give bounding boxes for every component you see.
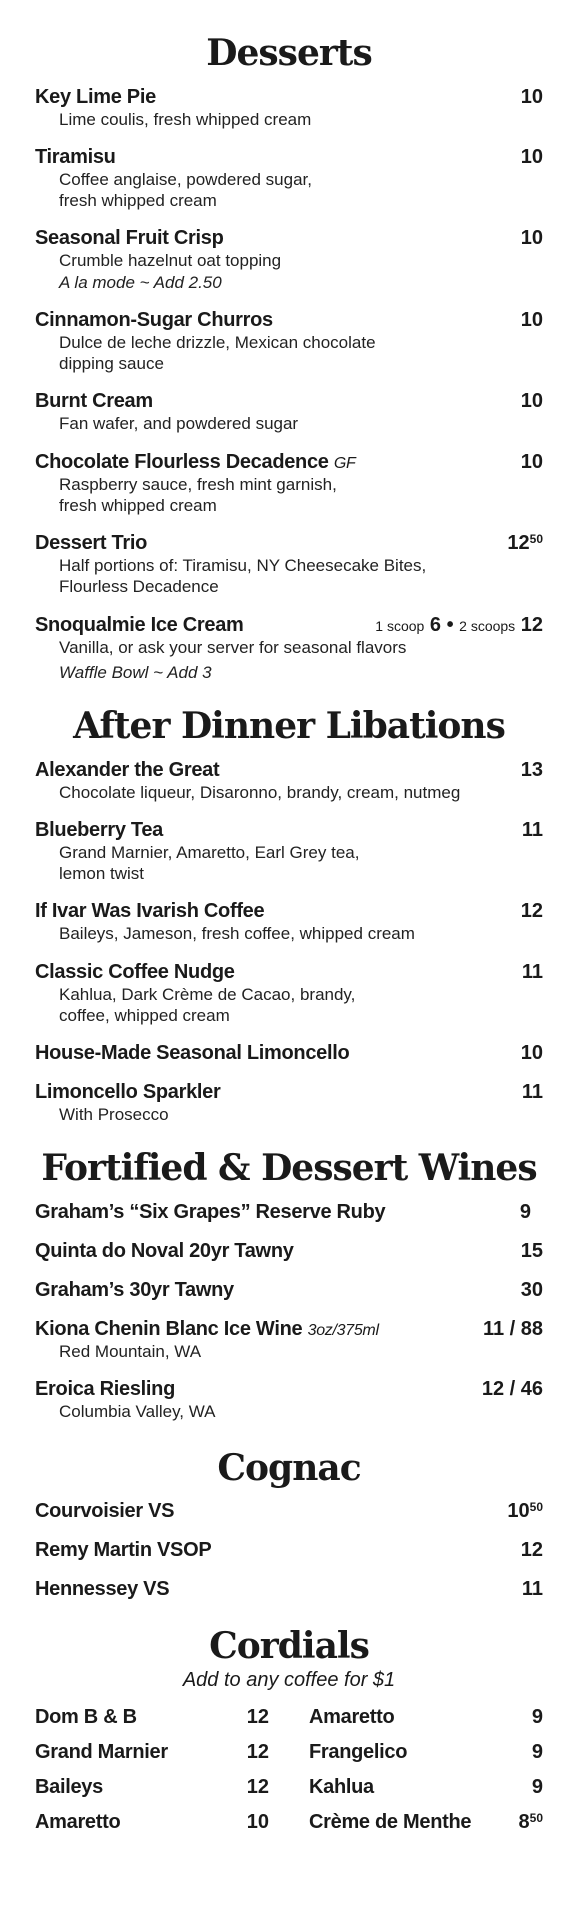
item-price: 12 / 46 bbox=[481, 1378, 543, 1401]
item-desc: coffee, whipped cream bbox=[59, 1005, 230, 1025]
cordial-item: Grand Marnier 12 bbox=[35, 1740, 269, 1763]
menu-item bbox=[35, 86, 543, 130]
item-price: 13 bbox=[520, 758, 543, 781]
menu-item bbox=[35, 1240, 543, 1263]
item-note: 3oz/375ml bbox=[307, 1322, 379, 1340]
item-addon: Waffle Bowl ~ Add 3 bbox=[59, 662, 212, 682]
menu-item bbox=[35, 1378, 543, 1422]
cordial-item: Crème de Menthe $8^{50}$ bbox=[309, 1810, 543, 1833]
item-desc: Dulce de leche drizzle, Mexican chocolate bbox=[59, 332, 376, 352]
item-price: 10 bbox=[520, 308, 543, 331]
menu-item bbox=[35, 1279, 543, 1302]
section-title-desserts: Desserts bbox=[206, 32, 372, 74]
section-subtitle-cordials: Add to any coffee for $1 bbox=[182, 1668, 396, 1691]
item-name: Snoqualmie Ice Cream bbox=[35, 613, 244, 636]
item-name: House-Made Seasonal Limoncello bbox=[35, 1042, 350, 1065]
item-desc: Half portions of: Tiramisu, NY Cheesecake Bites, bbox=[59, 556, 427, 576]
item-desc: Crumble hazelnut oat topping bbox=[59, 251, 282, 271]
menu-item bbox=[35, 900, 543, 944]
item-name: Blueberry Tea bbox=[35, 818, 164, 841]
item-desc: dipping sauce bbox=[59, 354, 164, 374]
item-name: Alexander the Great bbox=[35, 758, 220, 781]
item-name: Graham’s “Six Grapes” Reserve Ruby bbox=[35, 1201, 386, 1224]
cordial-item: Amaretto 9 bbox=[309, 1705, 543, 1728]
item-price: 11 bbox=[521, 960, 543, 983]
item-name: Courvoisier VS bbox=[35, 1500, 175, 1523]
menu-item bbox=[35, 614, 543, 684]
item-name: Key Lime Pie bbox=[35, 85, 156, 108]
item-price: $12^{50}$ bbox=[507, 532, 543, 555]
item-name: Quinta do Noval 20yr Tawny bbox=[35, 1240, 294, 1263]
item-name: Limoncello Sparkler bbox=[35, 1081, 221, 1104]
item-desc: Baileys, Jameson, fresh coffee, whipped cream bbox=[59, 924, 415, 944]
item-name: Cinnamon-Sugar Churros bbox=[35, 308, 273, 331]
item-name: Seasonal Fruit Crisp bbox=[35, 227, 224, 250]
item-name: Classic Coffee Nudge bbox=[35, 960, 235, 983]
item-name: Chocolate Flourless Decadence GF bbox=[35, 450, 356, 473]
item-price: 15 bbox=[520, 1240, 543, 1263]
cordial-item: Kahlua 9 bbox=[309, 1775, 543, 1798]
menu-item bbox=[35, 146, 543, 212]
menu-item bbox=[35, 227, 543, 293]
item-desc: fresh whipped cream bbox=[59, 495, 217, 515]
section-title-cordials: Cordials bbox=[209, 1625, 369, 1668]
item-name: Burnt Cream bbox=[35, 390, 153, 413]
cordials-grid bbox=[35, 1706, 543, 1834]
cordial-item: Baileys 12 bbox=[35, 1775, 269, 1798]
item-desc: Chocolate liqueur, Disaronno, brandy, cream, nutmeg bbox=[59, 782, 461, 802]
item-name: Hennessey VS bbox=[35, 1578, 170, 1601]
item-note: GF bbox=[333, 454, 356, 472]
item-desc: Flourless Decadence bbox=[59, 577, 219, 597]
menu-item bbox=[35, 451, 543, 517]
menu-item bbox=[35, 309, 543, 375]
item-name: Graham’s 30yr Tawny bbox=[35, 1279, 234, 1302]
menu-item bbox=[35, 1042, 543, 1065]
item-name: If Ivar Was Ivarish Coffee bbox=[35, 900, 265, 923]
item-desc: Red Mountain, WA bbox=[59, 1342, 202, 1362]
item-name: Tiramisu bbox=[35, 145, 116, 168]
item-price: 12 bbox=[520, 900, 543, 923]
item-addon: A la mode ~ Add 2.50 bbox=[59, 272, 222, 292]
item-name: Dessert Trio bbox=[35, 532, 148, 555]
menu-item bbox=[35, 759, 543, 803]
item-desc: Coffee anglaise, powdered sugar, bbox=[59, 169, 312, 189]
item-desc: Columbia Valley, WA bbox=[59, 1402, 216, 1422]
item-name: Kiona Chenin Blanc Ice Wine 3oz/375ml bbox=[35, 1318, 379, 1341]
menu-item bbox=[35, 1201, 543, 1224]
cordial-item: Frangelico 9 bbox=[309, 1740, 543, 1763]
item-price: 11 / 88 bbox=[482, 1318, 543, 1341]
item-name: Eroica Riesling bbox=[35, 1378, 175, 1401]
menu-item bbox=[35, 819, 543, 885]
item-price: 30 bbox=[520, 1279, 543, 1302]
item-price: 10 bbox=[520, 450, 543, 473]
menu-item bbox=[35, 390, 543, 434]
section-title-cognac: Cognac bbox=[217, 1446, 361, 1489]
item-price: 10 bbox=[520, 1042, 543, 1065]
menu-item bbox=[35, 1318, 543, 1362]
item-price: 11 bbox=[521, 1081, 543, 1104]
menu-item bbox=[35, 1500, 543, 1523]
item-price: 10 bbox=[520, 145, 543, 168]
item-price: 12 bbox=[520, 1539, 543, 1562]
menu-item bbox=[35, 961, 543, 1027]
section-title-wines: Fortified & Dessert Wines bbox=[41, 1147, 537, 1190]
menu-item bbox=[35, 1081, 543, 1125]
item-desc: Grand Marnier, Amaretto, Earl Grey tea, bbox=[59, 842, 360, 862]
menu-item bbox=[35, 532, 543, 598]
item-desc: With Prosecco bbox=[59, 1105, 169, 1125]
section-title-libations: After Dinner Libations bbox=[73, 705, 505, 748]
item-name: Remy Martin VSOP bbox=[35, 1539, 212, 1562]
item-price: 10 bbox=[520, 85, 543, 108]
item-desc: Kahlua, Dark Crème de Cacao, brandy, bbox=[59, 984, 356, 1004]
item-price: 1 scoop 6 • 2 scoops 12 bbox=[375, 613, 543, 636]
item-desc: lemon twist bbox=[59, 864, 145, 884]
item-price: 11 bbox=[521, 1578, 543, 1601]
item-desc: Fan wafer, and powdered sugar bbox=[59, 414, 299, 434]
item-desc: Lime coulis, fresh whipped cream bbox=[59, 109, 312, 129]
menu-item bbox=[35, 1539, 543, 1562]
item-desc: fresh whipped cream bbox=[59, 191, 217, 211]
item-desc: Raspberry sauce, fresh mint garnish, bbox=[59, 474, 337, 494]
item-desc: Vanilla, or ask your server for seasonal flavors bbox=[59, 637, 407, 657]
item-price: 10 bbox=[520, 227, 543, 250]
item-price: 10 bbox=[520, 390, 543, 413]
item-price: 9 bbox=[519, 1201, 531, 1224]
menu-item bbox=[35, 1578, 543, 1601]
item-price: 11 bbox=[521, 818, 543, 841]
cordial-item: Amaretto 10 bbox=[35, 1810, 269, 1833]
item-price: $10^{50}$ bbox=[507, 1500, 543, 1523]
cordial-item: Dom B & B 12 bbox=[35, 1705, 269, 1728]
